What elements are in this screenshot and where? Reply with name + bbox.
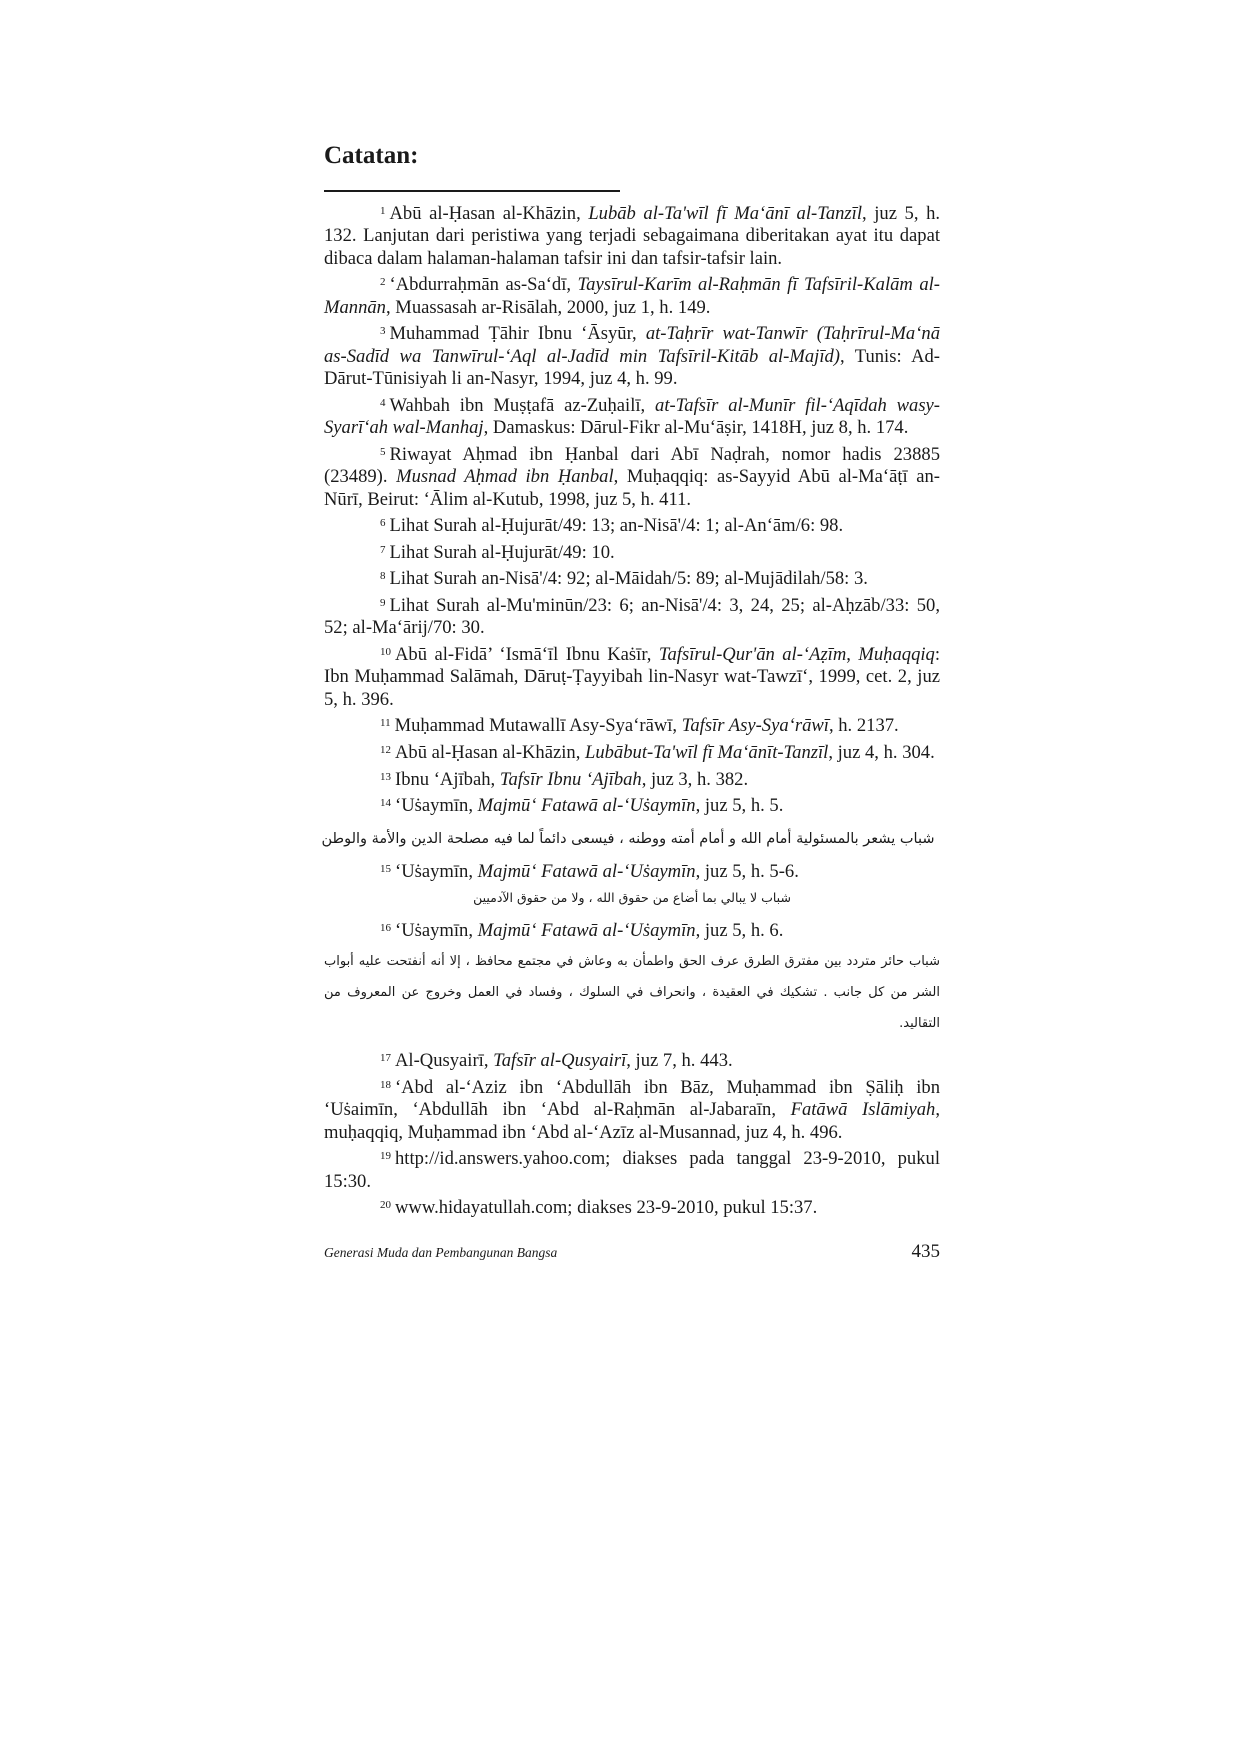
footnote-14: [324, 792, 940, 817]
footnote-number: 10: [380, 646, 391, 658]
footnote-3: [324, 320, 940, 390]
footnote-text: Abū al-Fidā’ ‘Ismā‘īl Ibnu Kaṡīr, Tafsīrul-Qur'ān al-‘Aẓīm, Muḥaqqiq: Ibn Muḥammad Salāmah, Dāruṭ-Ṭayyibah lin-Nasyr wat-Tawzī‘, 1999, cet. 2, juz 5, h. 396.: [324, 644, 940, 710]
footnote-text: ‘Abdurraḥmān as-Sa‘dī, Taysīrul-Karīm al-Raḥmān fī Tafsīril-Kalām al-Mannān, Muassasah ar-Risālah, 2000, juz 1, h. 149.: [324, 274, 940, 318]
footnote-number: 11: [380, 717, 391, 730]
footnote-18: [324, 1074, 940, 1144]
footnote-number: 8: [380, 570, 386, 583]
arabic-quote-15: شباب لا يبالي بما أضاع من حقوق الله ، ولا من حقوق الآدميين: [473, 890, 791, 905]
footnotes-list: [321, 200, 941, 1221]
arabic-quote-14: شباب يشعر بالمسئولية أمام الله و أمام أمته ووطنه ، فيسعى دائماً لما فيه مصلحة الدين والأمة والوطن: [321, 830, 935, 847]
footnote-text: Lihat Surah al-Mu'minūn/23: 6; an-Nisā'/4: 3, 24, 25; al-Aḥzāb/33: 50, 52; al-Ma‘ārij/70: 30.: [324, 595, 940, 639]
footnote-10: [324, 641, 940, 711]
footnote-5: [324, 441, 940, 511]
footnote-8: [324, 565, 940, 590]
footnote-separator: [324, 190, 620, 192]
footnote-number: 2: [380, 276, 386, 289]
footnote-number: 6: [380, 517, 386, 530]
footnote-number: 3: [380, 325, 386, 338]
footnote-19: [324, 1145, 940, 1193]
footnote-4: [324, 392, 940, 440]
footnote-number: 16: [380, 922, 391, 934]
footnote-text: ‘Uṡaymīn, Majmū‘ Fatawā al-‘Uṡaymīn, juz 5, h. 6.: [395, 920, 784, 941]
footnote-text: http://id.answers.yahoo.com; diakses pada tanggal 23-9-2010, pukul 15:30.: [324, 1148, 940, 1192]
footnote-text: ‘Uṡaymīn, Majmū‘ Fatawā al-‘Uṡaymīn, juz 5, h. 5-6.: [395, 860, 799, 882]
footnote-number: 17: [380, 1052, 391, 1065]
page-number: 435: [911, 1241, 940, 1262]
footnote-1: [324, 200, 940, 270]
footnote-text: Lihat Surah an-Nisā'/4: 92; al-Māidah/5: 89; al-Mujādilah/58: 3.: [389, 568, 868, 590]
footnote-number: 9: [380, 597, 386, 609]
footnote-20: [324, 1194, 940, 1219]
running-footer-title: Generasi Muda dan Pembangunan Bangsa: [324, 1245, 558, 1260]
footnote-number: 20: [380, 1199, 391, 1212]
footnote-text: Abū al-Ḥasan al-Khāzin, Lubābut-Ta'wīl fī Ma‘ānīt-Tanzīl, juz 4, h. 304.: [395, 742, 935, 763]
footnote-number: 13: [380, 770, 391, 783]
footnote-number: 14: [380, 797, 391, 810]
footnote-text: www.hidayatullah.com; diakses 23-9-2010, pukul 15:37.: [395, 1197, 818, 1219]
footnote-12: [324, 739, 940, 764]
footnote-number: 15: [380, 862, 391, 875]
footnote-number: 1: [380, 205, 386, 217]
footnote-text: ‘Abd al-‘Aziz ibn ‘Abdullāh ibn Bāz, Muḥammad ibn Ṣāliḥ ibn ‘Uṡaimīn, ‘Abdullāh ibn ‘Abd al-Raḥmān al-Jabaraīn, Fatāwā Islāmiyah, muḥaqqiq, Muḥammad ibn ‘Abd al-‘Azīz al-Musannad, juz 4, h. 496.: [324, 1077, 940, 1143]
footnote-number: 19: [380, 1150, 391, 1163]
footnote-13: [324, 766, 940, 791]
footnote-number: 18: [380, 1079, 391, 1091]
footnote-text: Lihat Surah al-Ḥujurāt/49: 10.: [389, 541, 615, 563]
footnote-text: Al-Qusyairī, Tafsīr al-Qusyairī, juz 7, h. 443.: [395, 1050, 733, 1072]
footnote-number: 7: [380, 543, 386, 556]
footnote-number: 4: [380, 396, 386, 409]
footnote-11: [324, 712, 940, 737]
footnote-6: [324, 512, 940, 537]
footnote-text: Wahbah ibn Muṣṭafā az-Zuḥailī, at-Tafsīr al-Munīr fil-‘Aqīdah wasy-Syarī‘ah wal-Manhaj, Damaskus: Dārul-Fikr al-Mu‘āṣir, 1418H, juz 8, h. 174.: [324, 394, 940, 439]
footnote-17: [324, 1047, 940, 1072]
footnote-2: [324, 271, 940, 319]
arabic-quote-16: شباب حائر متردد بين مفترق الطرق عرف الحق واطمأن به وعاش في مجتمع محافظ ، إلا أنه أنفتحت عليه أبواب الشر من كل جانب . تشكيك في العقيدة ، وانحراف في السلوك ، وفساد في العمل وخروج عن المعروف من التقاليد.: [324, 954, 940, 1032]
footnote-number: 12: [380, 744, 391, 756]
footnote-7: [324, 539, 940, 564]
footnote-text: Muhammad Ṭāhir Ibnu ‘Āsyūr, at-Taḥrīr wat-Tanwīr (Taḥrīrul-Ma‘nā as-Sadīd wa Tanwīrul-‘Aql al-Jadīd min Tafsīril-Kitāb al-Majīd), Tunis: Ad-Dārut-Tūnisiyah li an-Nasyr, 1994, juz 4, h. 99.: [324, 323, 941, 390]
footnote-text: Riwayat Aḥmad ibn Ḥanbal dari Abī Naḍrah, nomor hadis 23885 (23489). Musnad Aḥmad ibn Ḥanbal, Muḥaqqiq: as-Sayyid Abū al-Ma‘āṭī an-Nūrī, Beirut: ‘Ālim al-Kutub, 1998, juz 5, h. 411.: [324, 443, 940, 510]
footnote-text: Muḥammad Mutawallī Asy-Sya‘rāwī, Tafsīr Asy-Sya‘rāwī, h. 2137.: [394, 715, 899, 737]
footnote-text: ‘Uṡaymīn, Majmū‘ Fatawā al-‘Uṡaymīn, juz 5, h. 5.: [395, 795, 784, 817]
footnote-16: [324, 917, 940, 942]
footnote-text: Ibnu ‘Ajībah, Tafsīr Ibnu ‘Ajībah, juz 3, h. 382.: [395, 768, 749, 790]
footnote-text: Lihat Surah al-Ḥujurāt/49: 13; an-Nisā'/4: 1; al-An‘ām/6: 98.: [389, 515, 844, 537]
page-heading: Catatan:: [324, 142, 419, 169]
footnote-9: [324, 592, 940, 640]
footnote-number: 5: [380, 445, 386, 458]
footnote-15: [324, 858, 940, 883]
footnote-text: Abū al-Ḥasan al-Khāzin, Lubāb al-Ta'wīl fī Ma‘ānī al-Tanzīl, juz 5, h. 132. Lanjutan dari peristiwa yang terjadi sebagaimana diberitakan ayat itu dapat dibaca dalam halaman-halaman tafsir ini dan tafsir-tafsir lain.: [324, 203, 941, 269]
